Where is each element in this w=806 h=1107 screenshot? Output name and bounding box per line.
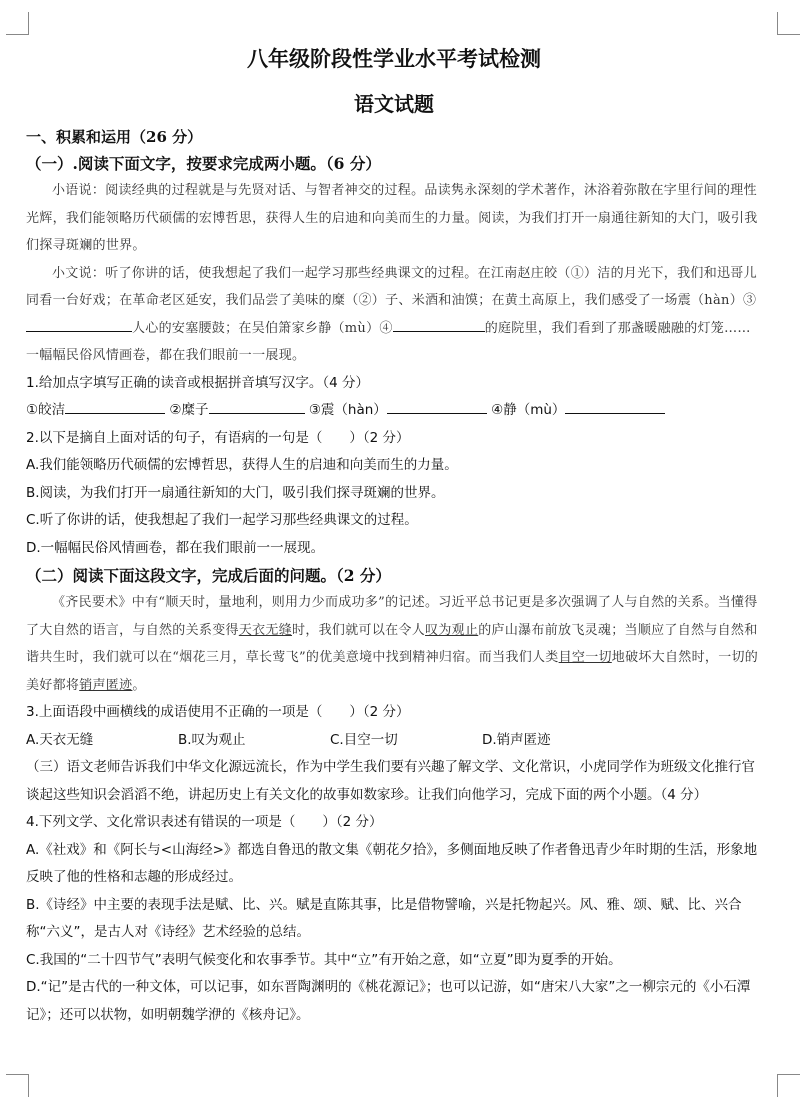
exam-subtitle: 语文试题 bbox=[354, 92, 434, 116]
crop-mark-bottom-left bbox=[6, 1074, 29, 1097]
part2-heading: （二）阅读下面这段文字，完成后面的问题。（2 分） bbox=[26, 566, 391, 585]
part2-text-4: 地破坏大自然时，一切的美好都将 bbox=[26, 650, 759, 693]
q3-option-b[interactable]: B.叹为观止 bbox=[178, 731, 246, 748]
q1-blank-1[interactable] bbox=[65, 397, 165, 414]
part2-text-1: 《齐民要术》中有“顺天时，量地利，则用力少而成功多”的记述。习近平总书记更是多次强调了人与自然的关系。当懂得了大自然的语言，与自然的关系变得 bbox=[26, 595, 758, 638]
q3-options bbox=[26, 727, 762, 755]
q2-option-a[interactable]: A.我们能领略历代硕儒的宏博哲思，获得人生的启迪和向美而生的力量。 bbox=[26, 457, 458, 473]
part1-paragraph-2 bbox=[26, 260, 762, 370]
q3-option-a[interactable]: A.天衣无缝 bbox=[26, 731, 94, 748]
idiom-2: 叹为观止 bbox=[425, 622, 479, 638]
question-2: 2.以下是摘自上面对话的句子，有语病的一句是（ ）（2 分） bbox=[26, 429, 410, 446]
exam-title: 八年级阶段性学业水平考试检测 bbox=[247, 46, 541, 71]
part2-text-2: 时，我们就可以在令人 bbox=[292, 622, 426, 638]
question-3: 3.上面语段中画横线的成语使用不正确的一项是（ ）（2 分） bbox=[26, 704, 410, 720]
part2-paragraph bbox=[26, 589, 762, 699]
q1-item-1: ①皎洁 bbox=[26, 402, 66, 418]
idiom-1: 天衣无缝 bbox=[238, 622, 293, 638]
crop-mark-top-right bbox=[777, 12, 800, 35]
para2-text-c: 的庭院里，我们看到了那盏暖融融的灯笼……一幅幅民俗风情画卷，都在我们眼前一一展现。 bbox=[26, 320, 751, 363]
q4-option-a[interactable]: A.《社戏》和《阿长与<山海经>》都选自鲁迅的散文集《朝花夕拾》，多侧面地反映了作者鲁迅青少年时期的生活，形象地反映了他的性格和志趣的形成经过。 bbox=[26, 841, 758, 885]
q3-option-c[interactable]: C.目空一切 bbox=[330, 731, 398, 748]
idiom-3: 目空一切 bbox=[558, 650, 612, 665]
exam-page bbox=[26, 42, 762, 1029]
q4-option-d[interactable]: D.“记”是古代的一种文体，可以记事，如东晋陶渊明的《桃花源记》；也可以记游，如“唐宋八大家”之一柳宗元的《小石潭记》；还可以状物，如明朝魏学洢的《核舟记》。 bbox=[26, 979, 751, 1023]
blank-4[interactable] bbox=[393, 315, 485, 332]
q1-blank-4[interactable] bbox=[565, 397, 665, 414]
q2-option-c[interactable]: C.听了你讲的话，使我想起了我们一起学习那些经典课文的过程。 bbox=[26, 512, 418, 528]
crop-mark-top-left bbox=[6, 12, 29, 35]
part2-text-3: 的庐山瀑布前放飞灵魂；当顺应了自然与自然和谐共生时，我们就可以在“烟花三月，草长莺飞”的优美意境中找到精神归宿。而当我们人类 bbox=[26, 622, 758, 665]
q1-blank-2[interactable] bbox=[209, 397, 305, 414]
q2-option-b[interactable]: B.阅读，为我们打开一扇通往新知的大门，吸引我们探寻斑斓的世界。 bbox=[26, 484, 445, 501]
part1-heading: （一）.阅读下面文字，按要求完成两小题。（6 分） bbox=[26, 154, 381, 173]
para2-text-b: 人心的安塞腰鼓；在吴伯箫家乡静（mù）④ bbox=[132, 320, 393, 336]
q1-item-4: ④静（mù） bbox=[491, 402, 566, 418]
q1-item-3: ③震（hàn） bbox=[308, 402, 387, 418]
question-1-blanks bbox=[26, 397, 762, 425]
question-4: 4.下列文学、文化常识表述有错误的一项是（ ）（2 分） bbox=[26, 814, 383, 830]
question-1: 1.给加点字填写正确的读音或根据拼音填写汉字。（4 分） bbox=[26, 374, 370, 391]
idiom-4: 销声匿迹 bbox=[79, 677, 133, 693]
q3-option-d[interactable]: D.销声匿迹 bbox=[482, 731, 551, 748]
q4-option-b[interactable]: B.《诗经》中主要的表现手法是赋、比、兴。赋是直陈其事，比是借物譬喻，兴是托物起兴。风、雅、颂、赋、比、兴合称“六义”，是古人对《诗经》艺术经验的总结。 bbox=[26, 896, 742, 940]
section-heading-1: 一、积累和运用（26 分） bbox=[26, 128, 203, 146]
part1-paragraph-1: 小语说：阅读经典的过程就是与先贤对话、与智者神交的过程。品读隽永深刻的学术著作，沐浴着弥散在字里行间的理性光辉，我们能领略历代硕儒的宏博哲思，获得人生的启迪和向美而生的力量。阅读，为我们打开一扇通往新知的大门，吸引我们探寻斑斓的世界。 bbox=[26, 183, 758, 253]
para2-text-a: 小文说：听了你讲的话，使我想起了我们一起学习那些经典课文的过程。在江南赵庄皎（①）洁的月光下，我们和迅哥儿同看一台好戏；在革命老区延安，我们品尝了美味的糜（②）子、米酒和油馍；在黄土高原上，我们感受了一场震（hàn）③ bbox=[26, 265, 757, 308]
blank-3[interactable] bbox=[26, 315, 132, 332]
crop-mark-bottom-right bbox=[777, 1074, 800, 1097]
q4-option-c[interactable]: C.我国的“二十四节气”表明气候变化和农事季节。其中“立”有开始之意，如“立夏”即为夏季的开始。 bbox=[26, 951, 622, 968]
part2-text-5: 。 bbox=[132, 677, 146, 693]
q2-option-d[interactable]: D.一幅幅民俗风情画卷，都在我们眼前一一展现。 bbox=[26, 539, 325, 556]
q1-blank-3[interactable] bbox=[387, 397, 487, 414]
q1-item-2: ②糜子 bbox=[169, 402, 209, 418]
part3-intro: （三）语文老师告诉我们中华文化源远流长，作为中学生我们要有兴趣了解文学、文化常识，小虎同学作为班级文化推行官谈起这些知识会滔滔不绝，讲起历史上有关文化的故事如数家珍。让我们向他学习，完成下面的两个小题。（4 分） bbox=[26, 759, 755, 803]
